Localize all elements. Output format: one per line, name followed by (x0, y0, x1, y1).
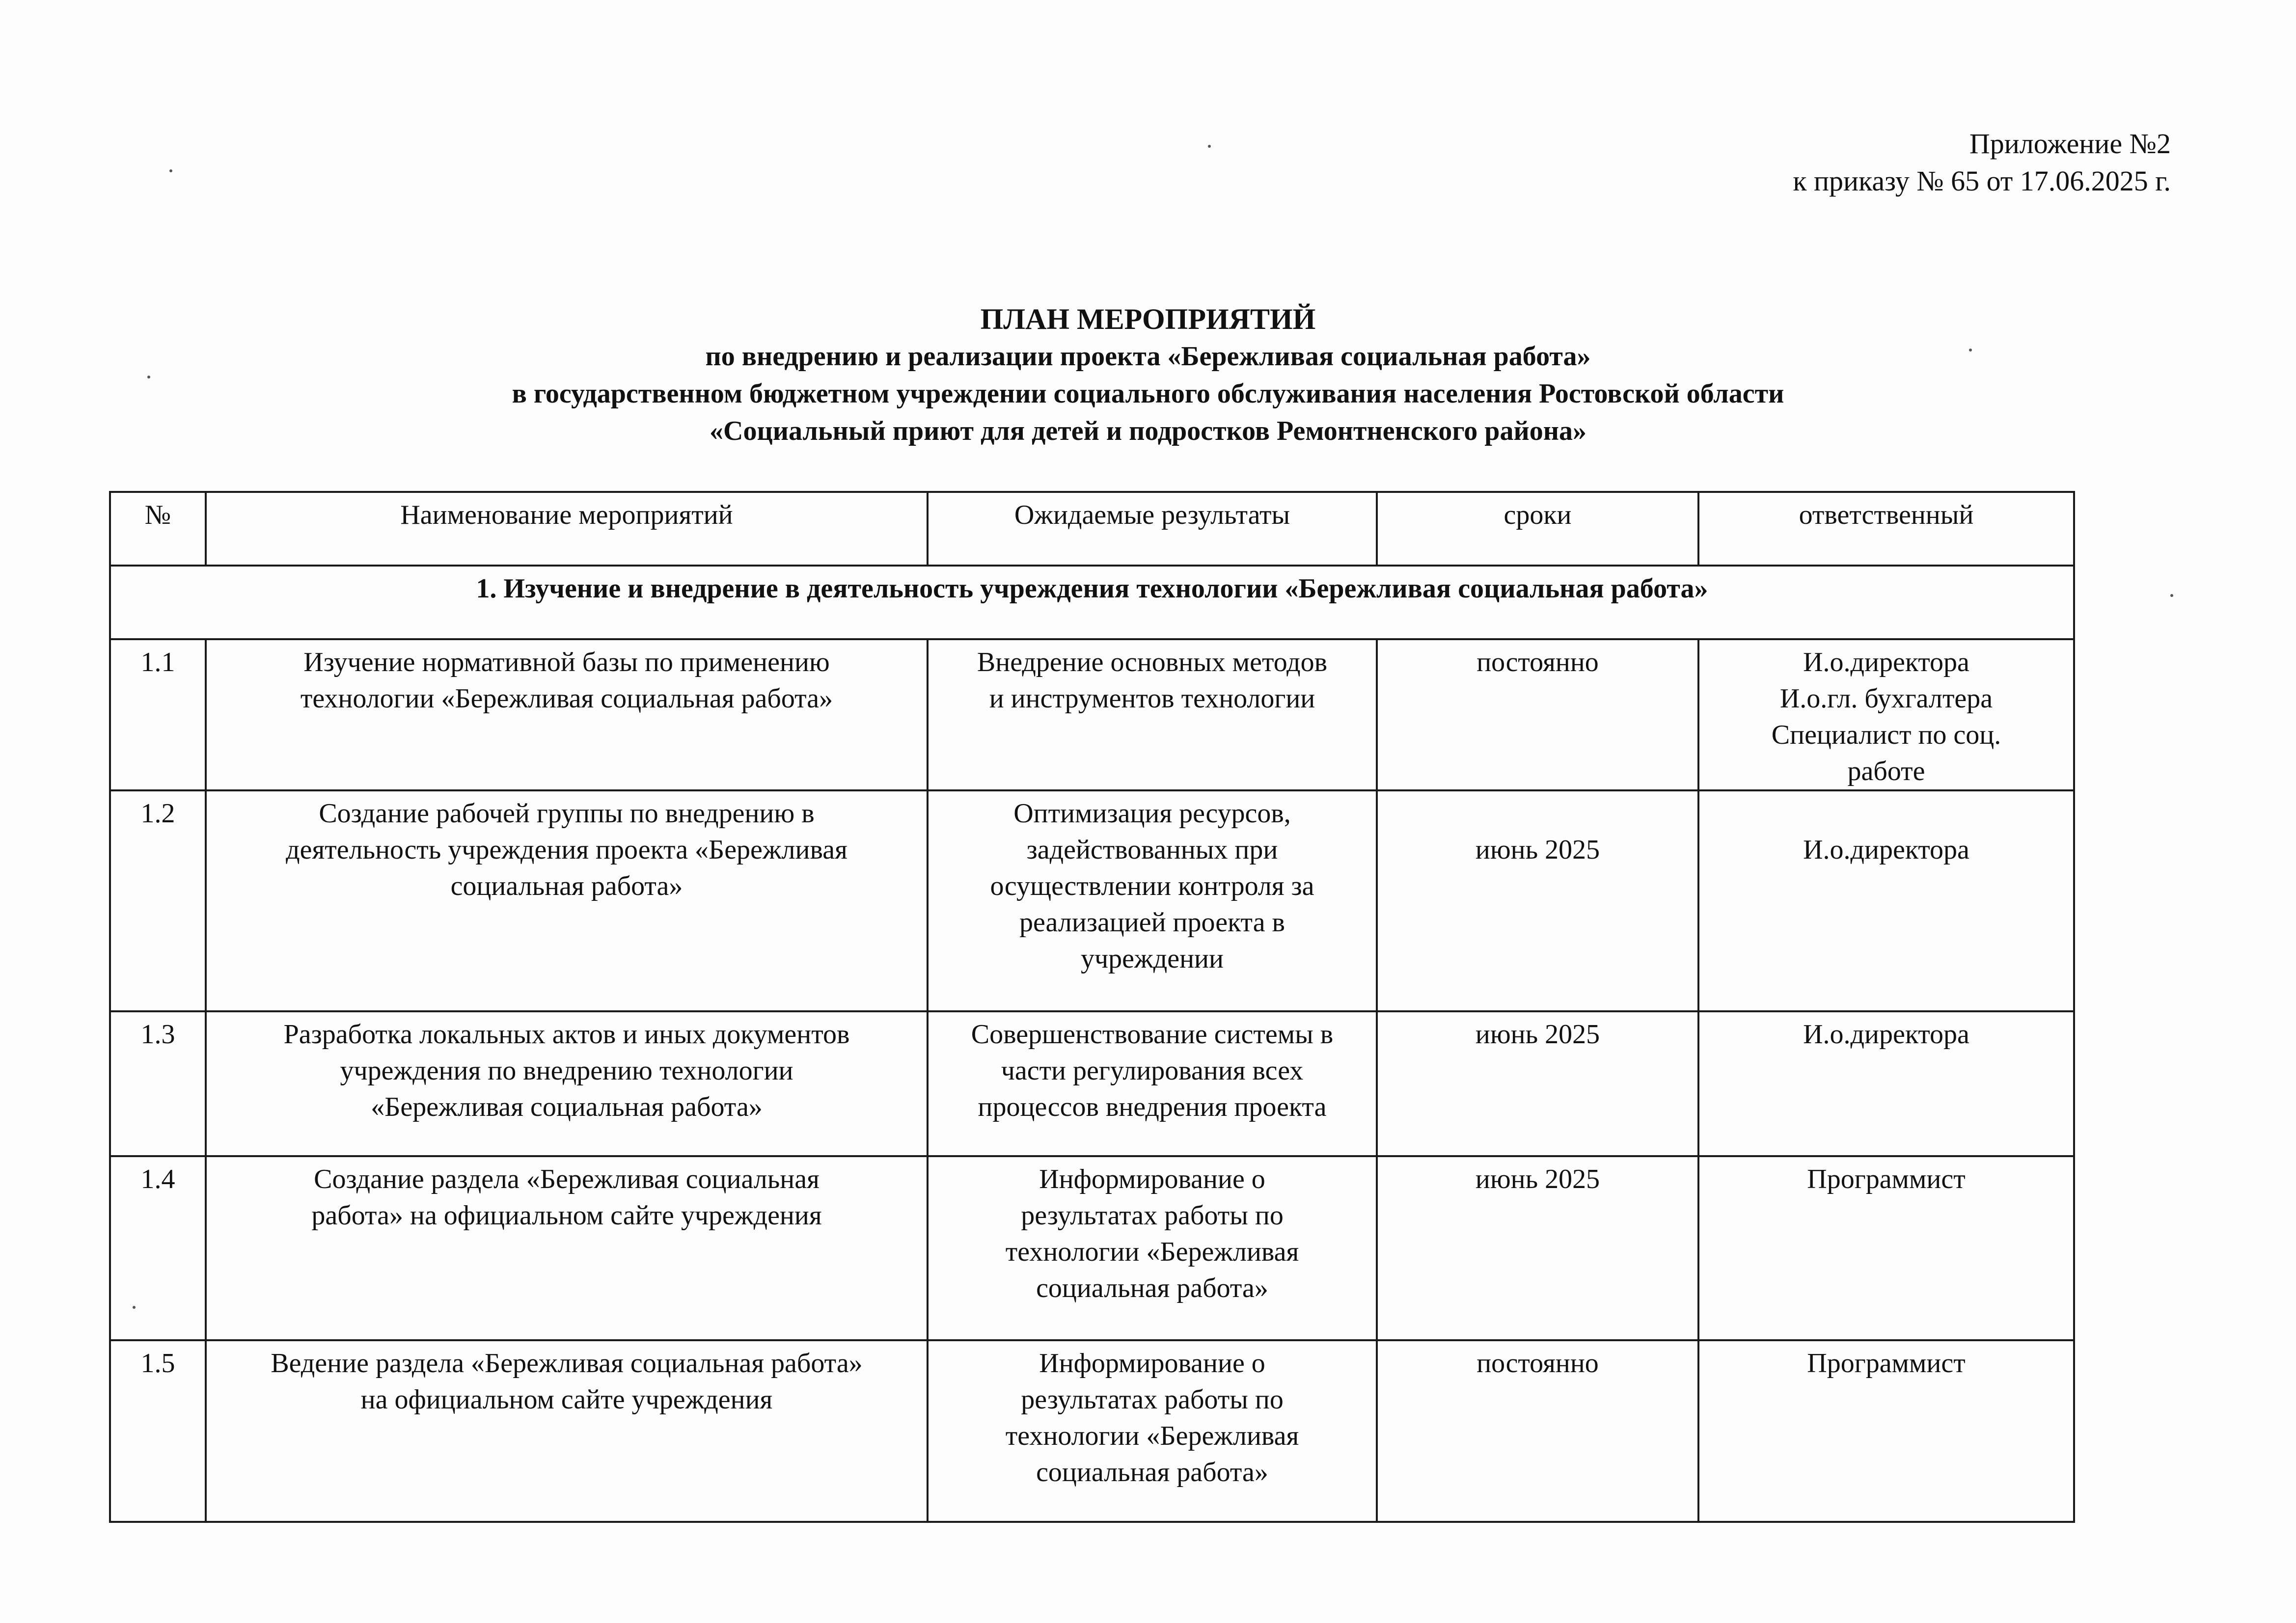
row-term: июнь 2025 (1377, 1156, 1698, 1340)
scan-speck (169, 169, 172, 172)
order-reference: к приказу № 65 от 17.06.2025 г. (1793, 165, 2171, 197)
plan-title: ПЛАН МЕРОПРИЯТИЙ (980, 303, 1316, 335)
table-row (110, 790, 2074, 1011)
table-row (110, 1340, 2074, 1522)
row-activity-name: Создание раздела «Бережливая социальная работа» на официальном сайте учреждения (206, 1156, 928, 1340)
header-terms: сроки (1377, 492, 1698, 566)
row-responsible: И.о.директора (1698, 1011, 2074, 1156)
row-activity-name: Разработка локальных актов и иных документов учреждения по внедрению технологии «Бережливая социальная работа» (206, 1011, 928, 1156)
row-number: 1.3 (110, 1011, 206, 1156)
row-number: 1.5 (110, 1340, 206, 1522)
header-responsible: ответственный (1698, 492, 2074, 566)
row-expected-result: Совершенствование системы в части регулирования всех процессов внедрения проекта (928, 1011, 1377, 1156)
row-number: 1.1 (110, 639, 206, 790)
row-responsible: И.о.директора И.о.гл. бухгалтера Специалист по соц. работе (1698, 639, 2074, 790)
row-responsible: И.о.директора (1698, 790, 2074, 1011)
appendix-number: Приложение №2 (1969, 128, 2171, 160)
scan-speck (147, 376, 150, 379)
row-activity-name: Ведение раздела «Бережливая социальная работа» на официальном сайте учреждения (206, 1340, 928, 1522)
row-responsible: Программист (1698, 1340, 2074, 1522)
header-activity-name: Наименование мероприятий (206, 492, 928, 566)
scan-speck (133, 1306, 136, 1309)
row-number: 1.2 (110, 790, 206, 1011)
row-term: июнь 2025 (1377, 1011, 1698, 1156)
table-row (110, 1156, 2074, 1340)
plan-table (109, 491, 2075, 1523)
row-expected-result: Внедрение основных методов и инструментов технологии (928, 639, 1377, 790)
appendix-reference (1793, 125, 2171, 200)
table-row (110, 1011, 2074, 1156)
plan-subtitle-institution: в государственном бюджетном учреждении социального обслуживания населения Ростовской области (512, 379, 1784, 409)
plan-subtitle-shelter: «Социальный приют для детей и подростков Ремонтненского района» (710, 416, 1586, 446)
document-title (0, 300, 2296, 450)
row-term: постоянно (1377, 639, 1698, 790)
section-row (110, 566, 2074, 639)
row-term: июнь 2025 (1377, 790, 1698, 1011)
scan-speck (1969, 349, 1972, 352)
row-activity-name: Изучение нормативной базы по применению технологии «Бережливая социальная работа» (206, 639, 928, 790)
plan-subtitle-project: по внедрению и реализации проекта «Бережливая социальная работа» (705, 341, 1591, 372)
section-title: 1. Изучение и внедрение в деятельность учреждения технологии «Бережливая социальная работа» (110, 566, 2074, 639)
scan-speck (2170, 594, 2173, 597)
row-activity-name: Создание рабочей группы по внедрению в деятельность учреждения проекта «Бережливая социальная работа» (206, 790, 928, 1011)
row-expected-result: Информирование о результатах работы по технологии «Бережливая социальная работа» (928, 1156, 1377, 1340)
scan-speck (1208, 145, 1211, 148)
row-expected-result: Оптимизация ресурсов, задействованных при осуществлении контроля за реализацией проекта в учреждении (928, 790, 1377, 1011)
row-number: 1.4 (110, 1156, 206, 1340)
table-row (110, 639, 2074, 790)
table-header-row (110, 492, 2074, 566)
row-expected-result: Информирование о результатах работы по технологии «Бережливая социальная работа» (928, 1340, 1377, 1522)
header-number: № (110, 492, 206, 566)
header-expected-results: Ожидаемые результаты (928, 492, 1377, 566)
row-responsible: Программист (1698, 1156, 2074, 1340)
row-term: постоянно (1377, 1340, 1698, 1522)
